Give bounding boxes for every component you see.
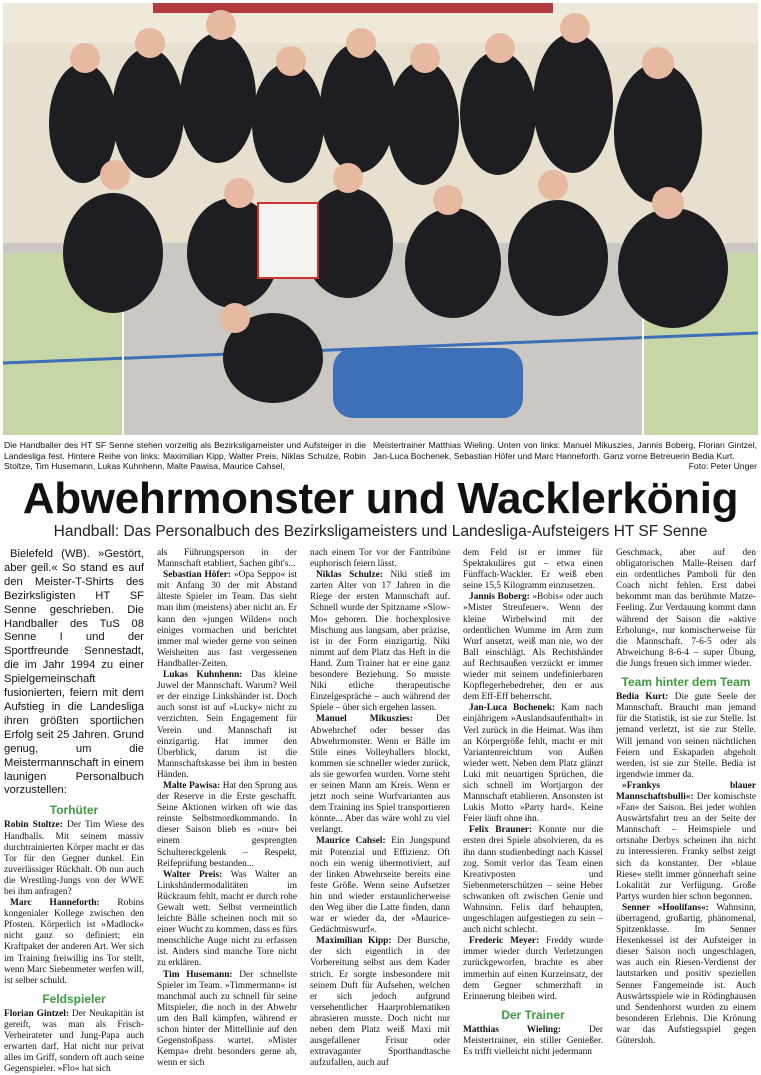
- profile-text: Der Meistertrainer, ein stiller Genießer. Es trifft vielleicht nicht jedermann: [463, 1024, 603, 1058]
- profile-name: Jannis Boberg:: [469, 592, 530, 603]
- profile-paragraph: [310, 936, 450, 1069]
- continued-paragraph: Geschmack, aber auf den obligatorischen Malle-Reisen darf ein ordentliches Pamboli für den Coach nicht fehlen. Erst dabei bekommt man das berühmte Matze-Feeling. Zur Verdauung kommt dann während der Saison die »aktive Erholung«, nur komischerweise für die Mannschaft. 7-6-5 oder als Abweichung 8-6-4 – super Übung, die Jungs freuen sich immer wieder.: [616, 548, 756, 669]
- profile-paragraph: [4, 898, 144, 987]
- photo-caption-right-text: Meistertrainer Matthias Wieling. Unten von links: Manuel Mikuszies, Jannis Boberg, Florian Gintzel, Jan-Luca Bochenek, Sebastian Höfer und Marc Hanneforth. Ganz vorne Betreuerin Bedia Kurt.: [373, 440, 757, 461]
- profile-name: Malte Pawisa:: [163, 780, 221, 791]
- article-column-5: [616, 548, 756, 1047]
- profile-name: Sebastian Höfer:: [163, 570, 231, 581]
- profile-text: Was Walter an Linkshändermodalitäten im Rückraum fehlt, macht er durch rohe Gewalt wett. Selbst vermeintlich leichte Bälle scheinen noch mit so einer Wucht zu kommen, dass es fürs menschliche Auge nicht zu erfassen ist. Anders sind manche Tore nicht zu erklären.: [157, 869, 297, 969]
- profile-text: Der Bursche, der sich eigentlich in der Vorbereitung selbst aus dem Kader strich. Er sorgte insbesondere mit seinem Duft für Aufsehen, welchen er sich jedoch aufgrund versehentlicher Haarproblematiken abrasieren musste. Doch nicht nur neben dem Platz weiß Maxi mit ausgefallener Frisur oder extravaganter Sporthandtasche aufzufallen, auch auf: [310, 936, 450, 1069]
- profile-text: Kam nach einjährigem »Auslandsaufenthalt« in Verl zurück in die Heimat. Was ihm an Körpergröße fehlt, macht er mit Variantenreichtum von Außen wieder wett. Neben dem Platz glänzt Luki mit neuartigen Sprüchen, die sich schnell im Wortjargon der Mannschaft etablieren. Ansonsten ist Lukis Motto »Party hard«. Keine Feier läuft ohne ihn.: [463, 703, 603, 825]
- section-heading-team: Team hinter dem Team: [621, 675, 751, 690]
- profile-text: Der Abwehrchef oder besser das Abwehrmonster. Wenn er Bälle im Stile eines Volleyballers blockt, kommen sie schneller wieder zurück, als sie geworfen wurden. Vorne steht er seinen Mann am Kreis. Wenn er jetzt noch seine Wurfvarianten aus dem Training ins Spiel transportieren könnte... Aber das wäre wohl zu viel verlangt.: [310, 714, 450, 836]
- profile-name: Robin Stoltze:: [4, 820, 63, 831]
- profile-name: Marc Hanneforth:: [10, 898, 100, 909]
- profile-text: Wahnsinn, überragend, großartig, phänomenal, Spitzenklasse. Im Senner Hexenkessel ist der Aufsteiger in dieser Saison noch ungeschlagen, was auch ein Riesen-Verdienst der lautstarken und positiv speziellen Senner Fangemeinde ist. Auch Auswärtsspiele wie in Rödinghausen und Sendenhorst wurden zu einem besonderen Erlebnis. Die Krönung war das Aufstiegsspiel gegen Gütersloh.: [616, 902, 756, 1047]
- profile-text: Konnte nur die ersten drei Spiele absolvieren, da es ihn dann studienbedingt nach Kassel zog. Somit verlor das Team einen Kreativposten und Siebenmeterschützen – seine Heber schwanken oft zwischen Genie und Wahnsinn. Felix darf behaupten, ungeschlagen aufgestiegen zu sein – auch nicht schlecht.: [463, 825, 603, 936]
- profile-paragraph: [157, 970, 297, 1070]
- profile-text: Die gute Seele der Mannschaft. Braucht man jemand für die Statistik, ist sie zur Stelle. Ist jemand verletzt, ist sie zur Stelle. Will jemand von seinen nächtlichen Feiern und Eskapaden abgeholt werden, ist sie zur Stelle. Bedia ist irgendwie immer da.: [616, 692, 756, 780]
- profile-name: Manuel Mikuszies:: [316, 714, 413, 725]
- continued-paragraph: nach einem Tor vor der Fantribüne euphorisch feiern lässt.: [310, 548, 450, 570]
- profile-paragraph: [310, 836, 450, 936]
- profile-text: Der Neukapitän ist gereift, was man als Frisch-Verheirateter und Jung-Papa auch erwarten darf. Hat nicht nur privat alles im Griff, sondern oft auch seine Gegenspieler. »Flo« hat sich: [4, 1008, 145, 1075]
- profile-name: Tim Husemann:: [163, 969, 233, 980]
- profile-name: Senner »Hoolifans«:: [622, 902, 709, 913]
- photo-caption-right: [373, 440, 757, 472]
- profile-paragraph: [616, 781, 756, 903]
- profile-paragraph: [157, 570, 297, 670]
- profile-paragraph: [463, 592, 603, 703]
- profile-name: Matthias Wieling:: [463, 1024, 561, 1035]
- profile-paragraph: [157, 670, 297, 781]
- section-heading-torhueter: Torhüter: [49, 803, 99, 818]
- profile-paragraph: [310, 570, 450, 714]
- profile-paragraph: [616, 903, 756, 1047]
- profile-name: Frederic Meyer:: [469, 936, 540, 947]
- profile-text: Hat den Sprung aus der Reserve in die Erste geschafft. Seine Aktionen wirken oft wie das reinste Selbstmordkommando. In dieser Saison blieb es »nur« bei einem gesprengten Schultereckgelenk – Respekt, Reifeprüfung bestanden...: [157, 780, 298, 869]
- profile-text: Ein Jungspund mit Potenzial und Effizienz. Oft noch ein wenig übermotiviert, auf der linken Abwehrseite bereits eine feste Größe. Wenn seine Aufsetzer hin und wieder erstaunlicherweise den Weg über die Latte finden, dann war er wieder da, der »Maurice-Gedächtniswurf«.: [310, 836, 450, 936]
- photo-caption-left: Die Handballer des HT SF Senne stehen vorzeitig als Bezirksligameister und Aufsteiger in die Landesliga fest. Hintere Reihe von links: Maximilian Kipp, Walter Preis, Niklas Schulze, Robin Stoltze, Tim Husemann, Lukas Kuhnhenn, Malte Pawisa, Maurice Cahsel,: [4, 440, 366, 471]
- subtitle: Handball: Das Personalbuch des Bezirksligameisters und Landesliga-Aufsteigers HT SF Senne: [53, 523, 708, 540]
- profile-name: »Frankys blauer Mannschaftsbulli«:: [616, 780, 756, 802]
- profile-text: Der Tim Wiese des Handballs. Mit seinem massiv durchtrainierten Körper macht er das Tor für den Gegner dunkel. Ein zuverlässiger Rückhalt. Ob nun auch die Wrestling-Jungs von der WWE bei ihm anfragen?: [4, 820, 144, 897]
- profile-paragraph: [463, 1025, 603, 1058]
- profile-name: Jan-Luca Bochenek:: [469, 703, 556, 714]
- article-column-2: [157, 548, 297, 1069]
- article-column-4: [463, 548, 603, 1058]
- profile-name: Lukas Kuhnhenn:: [163, 670, 243, 681]
- article-column-1: [4, 548, 144, 1075]
- profile-name: Florian Gintzel:: [4, 1008, 69, 1019]
- profile-paragraph: [157, 781, 297, 870]
- profile-text: Der komischste »Fan« der Saison. Bei jeder wohlen Auswärtsfahrt treu an der Seite der Mannschaft – Heimspiele und ortsnahe Derbys scheinen ihn nicht zu interessieren. Franky selbst zeigt sich da konstanter. Der »blaue Riese« stellt immer gönnerhaft seine Lokalität zur Verfügung. Große Partys wurden hier schon begonnen.: [616, 791, 756, 902]
- profile-paragraph: [463, 703, 603, 825]
- profile-paragraph: [4, 1009, 144, 1075]
- profile-name: Walter Preis:: [163, 869, 223, 880]
- profile-name: Maurice Cahsel:: [316, 836, 386, 847]
- section-heading-feldspieler: Feldspieler: [42, 991, 106, 1006]
- profile-text: »Bobis« oder auch »Mister Streufeuer«. Wenn der kleine Wirbelwind mit der ordentlichen Wumme im Arm zum Wurf ansetzt, weiß man nie, wo der Ball einschlägt. Als Rechtshänder auf Rechtsaußen verzückt er immer wieder mit seinem undefinierbaren Kopflegerhebedreher, den er aus dem Eff-Eff beherrscht.: [463, 592, 603, 703]
- profile-text: Der schnellste Spieler im Team. »Timmermann« ist manchmal auch zu schnell für seine Mitspieler, die noch in der Abwehr um den Ball kämpfen, während er schon hinter der Mittellinie auf den Gegenstoßpass wartet. »Mister Kempa« dreht besonders gerne ab, wenn er sich: [157, 969, 297, 1069]
- team-photo: [3, 3, 758, 435]
- profile-name: Bedia Kurt:: [616, 692, 669, 703]
- profile-paragraph: [463, 936, 603, 1003]
- profile-paragraph: [157, 870, 297, 970]
- profile-text: Das kleine Juwel der Mannschaft. Warum? Weil er der einzige Linkshänder ist. Doch auch sonst ist auf »Lucky« nicht zu verzichten. Sein Engagement für Verein und Mannschaft ist einzigartig. Hat immer den Überblick, darum ist die Mannschaftskasse bei ihm in besten Händen.: [157, 670, 297, 780]
- continued-paragraph: als Führungsperson in der Mannschaft etabliert, Sachen gibt's...: [157, 548, 297, 570]
- article-column-3: [310, 548, 450, 1069]
- profile-text: »Opa Seppo« ist mit Anfang 30 der mit Abstand älteste Spieler im Team. Das sieht man ihm (meistens) aber nicht an. Er kann den »jungen Wilden« noch einiges vormachen und berichtet immer mal wieder gerne von seinen Weisheiten aus fast vergessenen Handballer-Zeiten.: [157, 570, 297, 669]
- continued-paragraph: dem Feld ist er immer für Spektakuläres gut – etwa einen Fünffach-Wackler. Er weiß eben seine 15,5 Kilogramm einzusetzen.: [463, 548, 603, 592]
- profile-paragraph: [4, 820, 144, 898]
- team-photo-illustration: [3, 3, 758, 435]
- profile-paragraph: [463, 825, 603, 936]
- profile-text: Robins kongenialer Kollege zwischen den Pfosten. Körperlich ist »Madlock« nicht ganz so definiert; ein Kraftpaket der anderen Art. Wer sich im Training freiwillig ins Tor stellt, wenn Marc Siebenmeter werfen will, ist selber schuld.: [4, 898, 144, 986]
- section-heading-trainer: Der Trainer: [501, 1007, 565, 1022]
- profile-name: Maximilian Kipp:: [316, 936, 392, 947]
- profile-paragraph: [616, 692, 756, 781]
- photo-credit: Foto: Peter Unger: [688, 461, 757, 471]
- profile-paragraph: [310, 714, 450, 836]
- profile-name: Niklas Schulze:: [316, 570, 383, 581]
- profile-name: Felix Brauner:: [469, 825, 533, 836]
- lead-paragraph: Bielefeld (WB). »Gestört, aber geil.« So stand es auf den Meister-T-Shirts des Bezirksligisten HT SF Senne geschrieben. Die Handballer des TuS 08 Senne I und der Sportfreunde Sennestadt, die im Jahr 1994 zu einer Spielgemeinschaft fusionierten, feiern mit dem Aufstieg in die Landesliga ihren größten sportlichen Erfolg seit 25 Jahren. Grund genug, um die Meistermannschaft in einem launigen Personalbuch vorzustellen:: [4, 548, 144, 797]
- headline: Abwehrmonster und Wacklerkönig: [22, 474, 739, 523]
- profile-text: Niki stieß im zarten Alter von 17 Jahren in die Riege der ersten Mannschaft auf. Schnell wurde der Spitzname »Slow-Mo« geboren. Die hochexplosive Mischung aus langsam, aber präzise, ist in der Form einzigartig. Niki nimmt auf dem Platz das Heft in die Hand. Zum Trainer hat er eine ganz besondere Beziehung. So musste Niki etliche therapeutische Einzelgespräche – auch während der Spiele – über sich ergehen lassen.: [310, 570, 450, 714]
- profile-text: Freddy wurde immer wieder durch Verletzungen zurückgeworfen, brachte es aber immerhin auf einen Kurzeinsatz, der dem Gegner schmerzhaft in Erinnerung bleiben wird.: [463, 936, 603, 1002]
